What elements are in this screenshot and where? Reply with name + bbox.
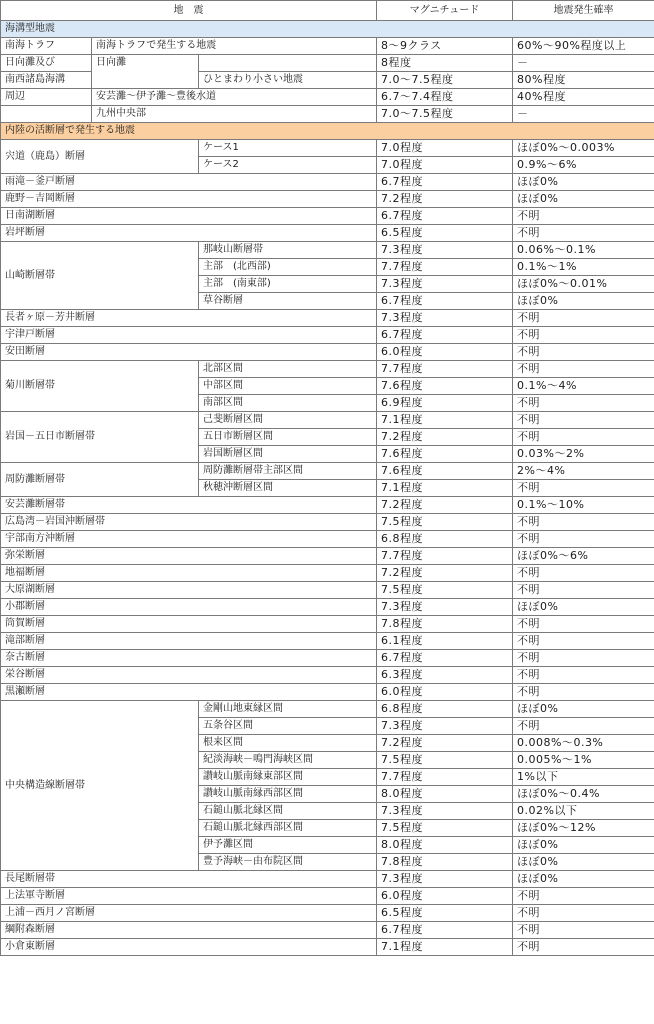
section-trench-header xyxy=(1,21,654,38)
probability-cell: 不明 xyxy=(513,395,654,412)
table-row xyxy=(1,191,654,208)
table-row xyxy=(1,242,654,259)
probability-cell: 不明 xyxy=(513,667,654,684)
probability-cell: 1%以下 xyxy=(513,769,654,786)
magnitude-cell: 7.7程度 xyxy=(377,548,513,565)
table-row xyxy=(1,38,654,55)
fault-section: 中部区間 xyxy=(199,378,377,395)
fault-section: 秋穂沖断層区間 xyxy=(199,480,377,497)
probability-cell: ほぼ0% xyxy=(513,701,654,718)
fault-name: 菊川断層帯 xyxy=(1,361,199,412)
table-row xyxy=(1,225,654,242)
probability-cell: 不明 xyxy=(513,905,654,922)
earthquake-name: 安芸灘～伊予灘～豊後水道 xyxy=(92,89,377,106)
magnitude-cell: 6.3程度 xyxy=(377,667,513,684)
magnitude-cell: 7.3程度 xyxy=(377,242,513,259)
magnitude-cell: 6.7程度 xyxy=(377,922,513,939)
fault-name: 長者ヶ原－芳井断層 xyxy=(1,310,377,327)
probability-cell: 不明 xyxy=(513,310,654,327)
table-row xyxy=(1,701,654,718)
table-row xyxy=(1,310,654,327)
fault-section: 紀淡海峡－鳴門海峡区間 xyxy=(199,752,377,769)
magnitude-cell: 7.0程度 xyxy=(377,157,513,174)
magnitude-cell: 7.5程度 xyxy=(377,820,513,837)
magnitude-cell: 7.5程度 xyxy=(377,514,513,531)
table-row xyxy=(1,531,654,548)
table-row xyxy=(1,667,654,684)
fault-name: 筒賀断層 xyxy=(1,616,377,633)
fault-section: 草谷断層 xyxy=(199,293,377,310)
fault-name: 周防灘断層帯 xyxy=(1,463,199,497)
table-row xyxy=(1,106,654,123)
fault-section: 岩国断層区間 xyxy=(199,446,377,463)
table-row xyxy=(1,327,654,344)
table-row xyxy=(1,174,654,191)
earthquake-name: 南海トラフで発生する地震 xyxy=(92,38,377,55)
magnitude-cell: 6.1程度 xyxy=(377,633,513,650)
fault-section: 伊予灘区間 xyxy=(199,837,377,854)
fault-name: 小郡断層 xyxy=(1,599,377,616)
probability-cell: ほぼ0% xyxy=(513,293,654,310)
probability-cell: 0.06%～0.1% xyxy=(513,242,654,259)
probability-cell: 不明 xyxy=(513,684,654,701)
magnitude-cell: 7.3程度 xyxy=(377,803,513,820)
table-row xyxy=(1,905,654,922)
probability-cell: 40%程度 xyxy=(513,89,654,106)
region-cell: 南西諸島海溝 xyxy=(1,72,92,89)
table-row xyxy=(1,463,654,480)
table-row xyxy=(1,633,654,650)
magnitude-cell: 7.5程度 xyxy=(377,752,513,769)
magnitude-cell: 7.2程度 xyxy=(377,429,513,446)
table-row xyxy=(1,582,654,599)
magnitude-cell: 7.6程度 xyxy=(377,378,513,395)
fault-name: 長尾断層帯 xyxy=(1,871,377,888)
probability-cell: － xyxy=(513,106,654,123)
fault-section: 根来区間 xyxy=(199,735,377,752)
fault-section: 石鎚山脈北縁西部区間 xyxy=(199,820,377,837)
table-row xyxy=(1,684,654,701)
magnitude-cell: 6.0程度 xyxy=(377,888,513,905)
magnitude-cell: 6.7程度 xyxy=(377,293,513,310)
probability-cell: 0.02%以下 xyxy=(513,803,654,820)
probability-cell: 0.9%～6% xyxy=(513,157,654,174)
earthquake-name: 日向灘 xyxy=(92,55,199,89)
fault-name: 山崎断層帯 xyxy=(1,242,199,310)
probability-cell: 0.005%～1% xyxy=(513,752,654,769)
earthquake-name: 九州中央部 xyxy=(92,106,377,123)
fault-section: ケース2 xyxy=(199,157,377,174)
probability-cell: 不明 xyxy=(513,888,654,905)
fault-name: 弥栄断層 xyxy=(1,548,377,565)
magnitude-cell: 6.9程度 xyxy=(377,395,513,412)
fault-section: ケース1 xyxy=(199,140,377,157)
magnitude-cell: 6.0程度 xyxy=(377,344,513,361)
header-row xyxy=(1,1,654,21)
probability-cell: 0.1%～10% xyxy=(513,497,654,514)
table-row xyxy=(1,616,654,633)
probability-cell: 60%～90%程度以上 xyxy=(513,38,654,55)
probability-cell: ほぼ0% xyxy=(513,174,654,191)
magnitude-cell: 6.5程度 xyxy=(377,905,513,922)
header-magnitude: マグニチュード xyxy=(377,1,513,21)
table-row xyxy=(1,361,654,378)
table-row xyxy=(1,548,654,565)
probability-cell: ほぼ0%～6% xyxy=(513,548,654,565)
magnitude-cell: 7.6程度 xyxy=(377,463,513,480)
header-earthquake: 地 震 xyxy=(1,1,377,21)
probability-cell: 不明 xyxy=(513,531,654,548)
probability-cell: 不明 xyxy=(513,718,654,735)
magnitude-cell: 7.2程度 xyxy=(377,565,513,582)
fault-section: 北部区間 xyxy=(199,361,377,378)
fault-section: 南部区間 xyxy=(199,395,377,412)
header-probability: 地震発生確率 xyxy=(513,1,654,21)
magnitude-cell: 7.7程度 xyxy=(377,259,513,276)
fault-name: 宇部南方沖断層 xyxy=(1,531,377,548)
fault-section: 那岐山断層帯 xyxy=(199,242,377,259)
fault-name: 黒瀬断層 xyxy=(1,684,377,701)
fault-name: 栄谷断層 xyxy=(1,667,377,684)
region-cell: 周辺 xyxy=(1,89,92,106)
probability-cell: 不明 xyxy=(513,327,654,344)
table-row xyxy=(1,412,654,429)
fault-section: 讃岐山脈南縁西部区間 xyxy=(199,786,377,803)
fault-name: 雨滝－釜戸断層 xyxy=(1,174,377,191)
magnitude-cell: 6.8程度 xyxy=(377,531,513,548)
probability-cell: 0.03%～2% xyxy=(513,446,654,463)
fault-name: 宍道（鹿島）断層 xyxy=(1,140,199,174)
fault-section: 主部 (南東部) xyxy=(199,276,377,293)
probability-cell: ほぼ0%～0.003% xyxy=(513,140,654,157)
probability-cell: 不明 xyxy=(513,939,654,956)
table-row xyxy=(1,140,654,157)
region-cell: 日向灘及び xyxy=(1,55,92,72)
magnitude-cell: 7.3程度 xyxy=(377,599,513,616)
probability-cell: ほぼ0% xyxy=(513,854,654,871)
fault-section: 周防灘断層帯主部区間 xyxy=(199,463,377,480)
magnitude-cell: 7.7程度 xyxy=(377,769,513,786)
fault-name: 地福断層 xyxy=(1,565,377,582)
fault-name: 綱附森断層 xyxy=(1,922,377,939)
magnitude-cell: 7.1程度 xyxy=(377,939,513,956)
probability-cell: ほぼ0% xyxy=(513,837,654,854)
table-row xyxy=(1,55,654,72)
table-row xyxy=(1,888,654,905)
fault-section: 主部 (北西部) xyxy=(199,259,377,276)
magnitude-cell: 6.7～7.4程度 xyxy=(377,89,513,106)
table-row xyxy=(1,922,654,939)
magnitude-cell: 6.7程度 xyxy=(377,327,513,344)
probability-cell: 不明 xyxy=(513,225,654,242)
fault-section: 己斐断層区間 xyxy=(199,412,377,429)
magnitude-cell: 7.0～7.5程度 xyxy=(377,106,513,123)
fault-section: 五条谷区間 xyxy=(199,718,377,735)
magnitude-cell: 6.0程度 xyxy=(377,684,513,701)
fault-name: 日南湖断層 xyxy=(1,208,377,225)
probability-cell: ほぼ0% xyxy=(513,871,654,888)
region-cell: 南海トラフ xyxy=(1,38,92,55)
magnitude-cell: 7.3程度 xyxy=(377,310,513,327)
table-row xyxy=(1,871,654,888)
probability-cell: 80%程度 xyxy=(513,72,654,89)
probability-cell: ほぼ0%～12% xyxy=(513,820,654,837)
fault-section: 豊予海峡－由布院区間 xyxy=(199,854,377,871)
fault-name: 上法軍寺断層 xyxy=(1,888,377,905)
magnitude-cell: 7.2程度 xyxy=(377,735,513,752)
magnitude-cell: 7.6程度 xyxy=(377,446,513,463)
table-row xyxy=(1,208,654,225)
magnitude-cell: 6.7程度 xyxy=(377,208,513,225)
fault-name: 岩坪断層 xyxy=(1,225,377,242)
magnitude-cell: 6.7程度 xyxy=(377,174,513,191)
probability-cell: 不明 xyxy=(513,582,654,599)
section-title: 内陸の活断層で発生する地震 xyxy=(1,123,654,140)
magnitude-cell: 7.0～7.5程度 xyxy=(377,72,513,89)
table-row xyxy=(1,497,654,514)
fault-name: 奈古断層 xyxy=(1,650,377,667)
probability-cell: 不明 xyxy=(513,412,654,429)
probability-cell: － xyxy=(513,55,654,72)
magnitude-cell: 8.0程度 xyxy=(377,786,513,803)
magnitude-cell: 7.8程度 xyxy=(377,854,513,871)
fault-section: 讃岐山脈南縁東部区間 xyxy=(199,769,377,786)
magnitude-cell: 8～9クラス xyxy=(377,38,513,55)
probability-cell: 不明 xyxy=(513,616,654,633)
table-row xyxy=(1,650,654,667)
probability-cell: 不明 xyxy=(513,429,654,446)
probability-cell: 0.1%～1% xyxy=(513,259,654,276)
probability-cell: 2%～4% xyxy=(513,463,654,480)
fault-name: 小倉東断層 xyxy=(1,939,377,956)
magnitude-cell: 6.8程度 xyxy=(377,701,513,718)
probability-cell: 不明 xyxy=(513,633,654,650)
probability-cell: 不明 xyxy=(513,922,654,939)
probability-cell: 不明 xyxy=(513,514,654,531)
magnitude-cell: 7.3程度 xyxy=(377,718,513,735)
fault-section: 金剛山地東縁区間 xyxy=(199,701,377,718)
fault-name: 広島湾－岩国沖断層帯 xyxy=(1,514,377,531)
probability-cell: 不明 xyxy=(513,344,654,361)
table-row xyxy=(1,939,654,956)
magnitude-cell: 7.5程度 xyxy=(377,582,513,599)
earthquake-subname: ひとまわり小さい地震 xyxy=(199,72,377,89)
probability-cell: 不明 xyxy=(513,480,654,497)
probability-cell: 0.008%～0.3% xyxy=(513,735,654,752)
probability-cell: 不明 xyxy=(513,650,654,667)
fault-name: 岩国－五日市断層帯 xyxy=(1,412,199,463)
table-row xyxy=(1,599,654,616)
fault-name: 大原湖断層 xyxy=(1,582,377,599)
magnitude-cell: 8.0程度 xyxy=(377,837,513,854)
table-row xyxy=(1,89,654,106)
magnitude-cell: 7.2程度 xyxy=(377,191,513,208)
probability-cell: 不明 xyxy=(513,361,654,378)
magnitude-cell: 7.7程度 xyxy=(377,361,513,378)
fault-name: 滝部断層 xyxy=(1,633,377,650)
probability-cell: ほぼ0% xyxy=(513,191,654,208)
fault-name: 中央構造線断層帯 xyxy=(1,701,199,871)
fault-name: 宇津戸断層 xyxy=(1,327,377,344)
magnitude-cell: 7.2程度 xyxy=(377,497,513,514)
section-title: 海溝型地震 xyxy=(1,21,654,38)
fault-name: 鹿野－吉岡断層 xyxy=(1,191,377,208)
section-fault-header xyxy=(1,123,654,140)
fault-section: 五日市断層区間 xyxy=(199,429,377,446)
probability-cell: ほぼ0%～0.01% xyxy=(513,276,654,293)
probability-cell: 不明 xyxy=(513,565,654,582)
probability-cell: ほぼ0% xyxy=(513,599,654,616)
magnitude-cell: 7.3程度 xyxy=(377,871,513,888)
magnitude-cell: 6.7程度 xyxy=(377,650,513,667)
probability-cell: 0.1%～4% xyxy=(513,378,654,395)
fault-section: 石鎚山脈北縁区間 xyxy=(199,803,377,820)
magnitude-cell: 7.1程度 xyxy=(377,412,513,429)
fault-name: 安田断層 xyxy=(1,344,377,361)
table-row xyxy=(1,565,654,582)
fault-name: 安芸灘断層帯 xyxy=(1,497,377,514)
magnitude-cell: 7.1程度 xyxy=(377,480,513,497)
magnitude-cell: 7.3程度 xyxy=(377,276,513,293)
fault-name: 上浦－西月ノ宮断層 xyxy=(1,905,377,922)
magnitude-cell: 7.8程度 xyxy=(377,616,513,633)
magnitude-cell: 6.5程度 xyxy=(377,225,513,242)
magnitude-cell: 7.0程度 xyxy=(377,140,513,157)
probability-cell: 不明 xyxy=(513,208,654,225)
magnitude-cell: 8程度 xyxy=(377,55,513,72)
table-row xyxy=(1,514,654,531)
probability-cell: ほぼ0%～0.4% xyxy=(513,786,654,803)
table-row xyxy=(1,344,654,361)
